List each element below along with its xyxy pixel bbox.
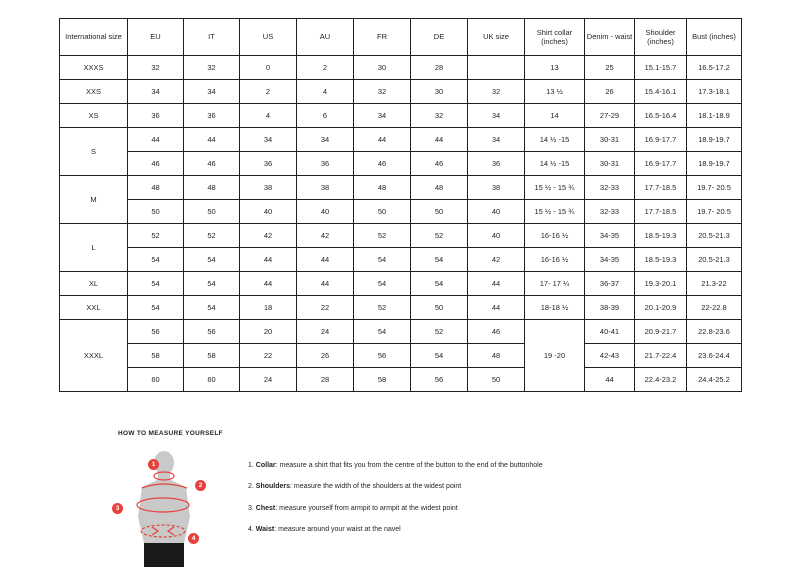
cell-value: 32-33 bbox=[585, 176, 635, 200]
cell-value: 17- 17 ¼ bbox=[525, 272, 585, 296]
column-header-eu: EU bbox=[128, 19, 184, 56]
cell-value: 46 bbox=[411, 152, 468, 176]
callout-3: 3 bbox=[112, 503, 123, 514]
cell-international-size: M bbox=[60, 176, 128, 224]
cell-value: 32 bbox=[128, 56, 184, 80]
cell-value: 40-41 bbox=[585, 320, 635, 344]
cell-value: 20.5-21.3 bbox=[687, 224, 742, 248]
table-row bbox=[60, 344, 742, 368]
table-row bbox=[60, 80, 742, 104]
cell-value: 21.7-22.4 bbox=[635, 344, 687, 368]
column-header-shoulder: Shoulder (inches) bbox=[635, 19, 687, 56]
cell-value: 48 bbox=[354, 176, 411, 200]
cell-international-size: XXS bbox=[60, 80, 128, 104]
measure-item-number: 4. bbox=[248, 526, 254, 534]
cell-value: 18.9-19.7 bbox=[687, 128, 742, 152]
cell-value: 32 bbox=[411, 104, 468, 128]
table-row bbox=[60, 56, 742, 80]
cell-value: 44 bbox=[128, 128, 184, 152]
table-row bbox=[60, 128, 742, 152]
cell-value: 50 bbox=[128, 200, 184, 224]
cell-value: 44 bbox=[468, 272, 525, 296]
measure-item-number: 1. bbox=[248, 462, 254, 469]
cell-international-size: XS bbox=[60, 104, 128, 128]
cell-value: 32 bbox=[184, 56, 240, 80]
cell-value: 34-35 bbox=[585, 248, 635, 272]
cell-value: 34 bbox=[184, 80, 240, 104]
cell-value: 50 bbox=[184, 200, 240, 224]
table-row bbox=[60, 272, 742, 296]
cell-value: 38-39 bbox=[585, 296, 635, 320]
cell-value: 56 bbox=[411, 368, 468, 392]
cell-value: 22.8-23.6 bbox=[687, 320, 742, 344]
cell-value: 38 bbox=[468, 176, 525, 200]
measure-item-number: 2. bbox=[248, 483, 254, 491]
column-header-de: DE bbox=[411, 19, 468, 56]
cell-value: 13 bbox=[525, 56, 585, 80]
table-row bbox=[60, 152, 742, 176]
cell-value: 34-35 bbox=[585, 224, 635, 248]
cell-value: 30-31 bbox=[585, 152, 635, 176]
cell-value: 46 bbox=[184, 152, 240, 176]
measure-item-text: : measure yourself from armpit to armpit at the widest point bbox=[275, 504, 458, 512]
column-header-us: US bbox=[240, 19, 297, 56]
cell-value: 52 bbox=[411, 320, 468, 344]
cell-value: 44 bbox=[297, 248, 354, 272]
torso-illustration-icon bbox=[118, 447, 238, 567]
cell-international-size: XXL bbox=[60, 296, 128, 320]
how-to-measure-section bbox=[115, 430, 778, 567]
cell-value: 34 bbox=[128, 80, 184, 104]
measure-item-text: : measure around your waist at the navel bbox=[274, 526, 401, 534]
table-row bbox=[60, 200, 742, 224]
cell-value: 54 bbox=[354, 320, 411, 344]
cell-value: 14 ½ -15 bbox=[525, 128, 585, 152]
cell-value: 56 bbox=[128, 320, 184, 344]
cell-value: 42 bbox=[468, 248, 525, 272]
measure-item-label: Shoulders bbox=[255, 483, 291, 491]
column-header-fr: FR bbox=[354, 19, 411, 56]
cell-value: 48 bbox=[468, 344, 525, 368]
callout-2: 2 bbox=[195, 480, 206, 491]
measure-instruction-item bbox=[248, 461, 543, 470]
cell-value: 34 bbox=[240, 128, 297, 152]
cell-value: 42 bbox=[297, 224, 354, 248]
cell-value: 24 bbox=[240, 368, 297, 392]
cell-value: 36-37 bbox=[585, 272, 635, 296]
cell-value: 48 bbox=[184, 176, 240, 200]
cell-value: 2 bbox=[240, 80, 297, 104]
size-chart-table bbox=[59, 18, 742, 392]
cell-value: 18.9-19.7 bbox=[687, 152, 742, 176]
cell-value: 44 bbox=[240, 272, 297, 296]
measure-item-number: 3. bbox=[248, 504, 254, 512]
cell-value: 34 bbox=[297, 128, 354, 152]
how-to-measure-title: HOW TO MEASURE YOURSELF bbox=[118, 430, 223, 437]
table-row bbox=[60, 248, 742, 272]
cell-value: 21.3-22 bbox=[687, 272, 742, 296]
cell-value: 6 bbox=[297, 104, 354, 128]
cell-value: 54 bbox=[128, 272, 184, 296]
cell-value: 44 bbox=[468, 296, 525, 320]
cell-value: 52 bbox=[184, 224, 240, 248]
cell-value: 25 bbox=[585, 56, 635, 80]
cell-value: 17.3-18.1 bbox=[687, 80, 742, 104]
cell-value: 44 bbox=[411, 128, 468, 152]
column-header-shirt-collar: Shirt collar (inches) bbox=[525, 19, 585, 56]
cell-value: 19.3-20.1 bbox=[635, 272, 687, 296]
cell-value: 16.9-17.7 bbox=[635, 128, 687, 152]
cell-international-size: S bbox=[60, 128, 128, 176]
cell-value: 27-29 bbox=[585, 104, 635, 128]
cell-value: 56 bbox=[354, 344, 411, 368]
cell-value: 26 bbox=[585, 80, 635, 104]
table-header-row bbox=[60, 19, 742, 56]
cell-value: 60 bbox=[128, 368, 184, 392]
cell-value: 18.5-19.3 bbox=[635, 224, 687, 248]
column-header-it: IT bbox=[184, 19, 240, 56]
cell-value: 34 bbox=[468, 104, 525, 128]
cell-value: 52 bbox=[354, 224, 411, 248]
measure-item-label: Waist bbox=[255, 526, 275, 534]
cell-value: 30-31 bbox=[585, 128, 635, 152]
cell-value: 17.7-18.5 bbox=[635, 176, 687, 200]
cell-value: 52 bbox=[411, 224, 468, 248]
table-row bbox=[60, 224, 742, 248]
cell-value: 40 bbox=[468, 200, 525, 224]
cell-value: 54 bbox=[128, 296, 184, 320]
cell-value: 34 bbox=[468, 128, 525, 152]
callout-4: 4 bbox=[188, 533, 199, 544]
cell-value: 15.4-16.1 bbox=[635, 80, 687, 104]
cell-international-size: XL bbox=[60, 272, 128, 296]
cell-value: 44 bbox=[354, 128, 411, 152]
table-row bbox=[60, 176, 742, 200]
callout-1: 1 bbox=[148, 459, 159, 470]
cell-value: 18 bbox=[240, 296, 297, 320]
table-row bbox=[60, 104, 742, 128]
cell-value: 54 bbox=[128, 248, 184, 272]
cell-value: 32-33 bbox=[585, 200, 635, 224]
cell-value: 56 bbox=[184, 320, 240, 344]
cell-value: 4 bbox=[240, 104, 297, 128]
cell-value: 40 bbox=[468, 224, 525, 248]
cell-value: 13 ½ bbox=[525, 80, 585, 104]
cell-value: 52 bbox=[128, 224, 184, 248]
cell-value: 38 bbox=[297, 176, 354, 200]
cell-value: 50 bbox=[468, 368, 525, 392]
cell-value: 36 bbox=[184, 104, 240, 128]
column-header-bust: Bust (inches) bbox=[687, 19, 742, 56]
cell-value: 14 ½ -15 bbox=[525, 152, 585, 176]
cell-value: 15.1-15.7 bbox=[635, 56, 687, 80]
cell-value: 38 bbox=[240, 176, 297, 200]
cell-value: 32 bbox=[354, 80, 411, 104]
column-header-uk-size: UK size bbox=[468, 19, 525, 56]
cell-value: 16.5-17.2 bbox=[687, 56, 742, 80]
cell-value: 54 bbox=[184, 272, 240, 296]
cell-value: 2 bbox=[297, 56, 354, 80]
cell-value: 46 bbox=[354, 152, 411, 176]
cell-international-size: XXXS bbox=[60, 56, 128, 80]
cell-value: 50 bbox=[411, 296, 468, 320]
column-header-international-size: International size bbox=[60, 19, 128, 56]
cell-value: 54 bbox=[184, 248, 240, 272]
cell-value: 36 bbox=[297, 152, 354, 176]
cell-value: 20 bbox=[240, 320, 297, 344]
cell-value: 36 bbox=[468, 152, 525, 176]
cell-value: 34 bbox=[354, 104, 411, 128]
cell-value: 22 bbox=[240, 344, 297, 368]
measure-item-label: Chest bbox=[255, 504, 276, 512]
column-header-au: AU bbox=[297, 19, 354, 56]
cell-value: 16.5-16.4 bbox=[635, 104, 687, 128]
cell-value: 54 bbox=[411, 344, 468, 368]
table-row bbox=[60, 296, 742, 320]
cell-value: 19.7- 20.5 bbox=[687, 200, 742, 224]
cell-value: 22 bbox=[297, 296, 354, 320]
cell-value bbox=[468, 56, 525, 80]
cell-international-size: L bbox=[60, 224, 128, 272]
cell-value: 18.1-18.9 bbox=[687, 104, 742, 128]
cell-value: 44 bbox=[297, 272, 354, 296]
cell-value: 19.7- 20.5 bbox=[687, 176, 742, 200]
cell-value: 32 bbox=[468, 80, 525, 104]
cell-value: 60 bbox=[184, 368, 240, 392]
cell-value: 36 bbox=[240, 152, 297, 176]
cell-value: 30 bbox=[411, 80, 468, 104]
measure-item-text: : measure the width of the shoulders at the widest point bbox=[290, 483, 462, 491]
cell-value: 15 ½ - 15 ¾ bbox=[525, 200, 585, 224]
cell-value: 36 bbox=[128, 104, 184, 128]
cell-value: 18.5-19.3 bbox=[635, 248, 687, 272]
cell-value: 0 bbox=[240, 56, 297, 80]
cell-value: 54 bbox=[411, 272, 468, 296]
column-header-denim-waist: Denim - waist bbox=[585, 19, 635, 56]
measure-instruction-list bbox=[248, 461, 543, 547]
cell-value: 28 bbox=[411, 56, 468, 80]
cell-value: 48 bbox=[411, 176, 468, 200]
measure-instruction-item bbox=[248, 482, 543, 491]
cell-value: 44 bbox=[240, 248, 297, 272]
cell-value: 16.9-17.7 bbox=[635, 152, 687, 176]
cell-value: 22.4-23.2 bbox=[635, 368, 687, 392]
cell-value: 22-22.8 bbox=[687, 296, 742, 320]
cell-value: 24 bbox=[297, 320, 354, 344]
cell-value: 20.9-21.7 bbox=[635, 320, 687, 344]
cell-value: 58 bbox=[354, 368, 411, 392]
table-row bbox=[60, 320, 742, 344]
cell-value: 15 ½ - 15 ¾ bbox=[525, 176, 585, 200]
cell-value: 58 bbox=[128, 344, 184, 368]
measure-instruction-item bbox=[248, 504, 543, 513]
measure-item-text: : measure a shirt that fits you from the centre of the button to the end of the buttonhole bbox=[275, 462, 543, 469]
cell-value: 24.4-25.2 bbox=[687, 368, 742, 392]
cell-value: 54 bbox=[354, 272, 411, 296]
cell-value: 20.1-20.9 bbox=[635, 296, 687, 320]
cell-value: 26 bbox=[297, 344, 354, 368]
cell-value: 40 bbox=[297, 200, 354, 224]
cell-value: 4 bbox=[297, 80, 354, 104]
cell-value: 20.5-21.3 bbox=[687, 248, 742, 272]
cell-value: 30 bbox=[354, 56, 411, 80]
cell-value: 14 bbox=[525, 104, 585, 128]
body-diagram bbox=[115, 447, 238, 567]
cell-value: 50 bbox=[411, 200, 468, 224]
cell-value: 28 bbox=[297, 368, 354, 392]
cell-value: 46 bbox=[128, 152, 184, 176]
cell-value: 40 bbox=[240, 200, 297, 224]
cell-value: 54 bbox=[411, 248, 468, 272]
cell-value: 48 bbox=[128, 176, 184, 200]
cell-value: 18-18 ½ bbox=[525, 296, 585, 320]
cell-value: 16-16 ½ bbox=[525, 248, 585, 272]
measure-item-label: Collar bbox=[255, 462, 276, 469]
cell-value: 16-16 ½ bbox=[525, 224, 585, 248]
cell-value: 46 bbox=[468, 320, 525, 344]
measure-instruction-item bbox=[248, 525, 543, 534]
cell-value: 44 bbox=[585, 368, 635, 392]
cell-value: 42-43 bbox=[585, 344, 635, 368]
cell-value: 19 -20 bbox=[525, 320, 585, 392]
cell-value: 54 bbox=[354, 248, 411, 272]
cell-value: 23.6-24.4 bbox=[687, 344, 742, 368]
cell-international-size: XXXL bbox=[60, 320, 128, 392]
cell-value: 42 bbox=[240, 224, 297, 248]
table-row bbox=[60, 368, 742, 392]
cell-value: 17.7-18.5 bbox=[635, 200, 687, 224]
cell-value: 44 bbox=[184, 128, 240, 152]
cell-value: 52 bbox=[354, 296, 411, 320]
cell-value: 50 bbox=[354, 200, 411, 224]
cell-value: 58 bbox=[184, 344, 240, 368]
cell-value: 54 bbox=[184, 296, 240, 320]
